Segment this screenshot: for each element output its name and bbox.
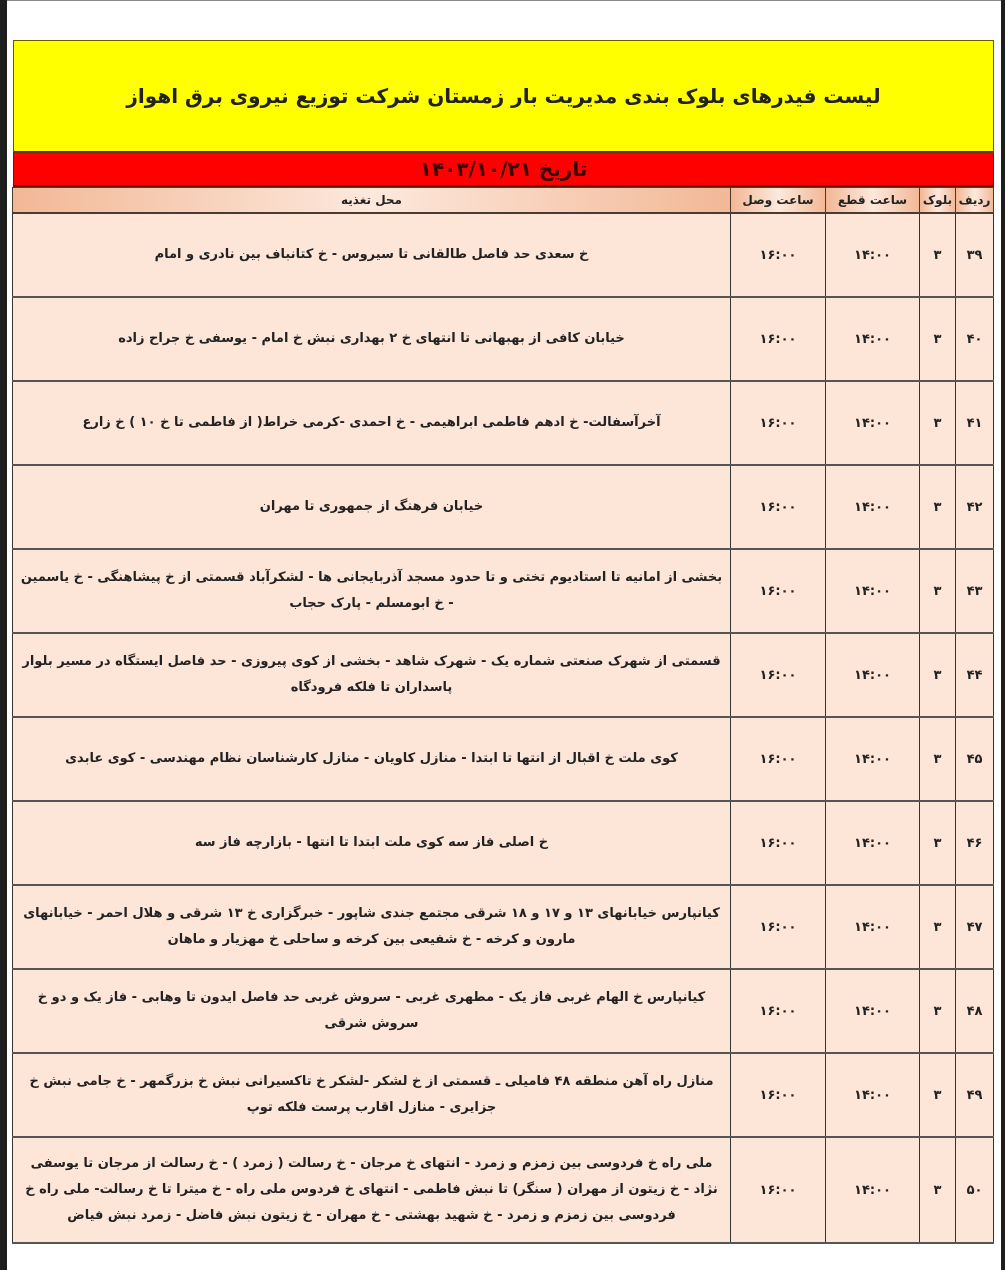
table-row <box>13 801 994 885</box>
cut-time: ۱۴:۰۰ <box>826 717 920 801</box>
feed-location: کیانپارس خ الهام غربی فاز یک - مطهری غربی - سروش غربی حد فاصل ایدون تا وهابی - فاز یک و دو خ سروش شرقی <box>13 969 731 1053</box>
connect-time: ۱۶:۰۰ <box>731 885 826 969</box>
connect-time: ۱۶:۰۰ <box>731 465 826 549</box>
date-banner <box>13 153 994 187</box>
block-number: ۳ <box>920 801 956 885</box>
row-number: ۴۰ <box>956 297 994 381</box>
feed-location: قسمتی از شهرک صنعتی شماره یک - شهرک شاهد - بخشی از کوی پیروزی - حد فاصل ایستگاه در مسیر بلوار پاسداران تا فلکه فرودگاه <box>13 633 731 717</box>
row-number: ۴۴ <box>956 633 994 717</box>
connect-time: ۱۶:۰۰ <box>731 297 826 381</box>
cut-time: ۱۴:۰۰ <box>826 885 920 969</box>
header-block: بلوک <box>920 188 956 214</box>
table-row <box>13 1137 994 1243</box>
cut-time: ۱۴:۰۰ <box>826 1053 920 1137</box>
connect-time: ۱۶:۰۰ <box>731 633 826 717</box>
feed-location: کیانپارس خیابانهای ۱۳ و ۱۷ و ۱۸ شرقی مجتمع جندی شاپور - خبرگزاری خ ۱۳ شرقی و هلال احمر - خیابانهای مارون و کرخه - خ شفیعی بین کرخه و ساحلی خ مهزیار و ماهان <box>13 885 731 969</box>
header-cut-time: ساعت قطع <box>826 188 920 214</box>
table-row <box>13 717 994 801</box>
cut-time: ۱۴:۰۰ <box>826 801 920 885</box>
block-number: ۳ <box>920 297 956 381</box>
connect-time: ۱۶:۰۰ <box>731 717 826 801</box>
cut-time: ۱۴:۰۰ <box>826 381 920 465</box>
block-number: ۳ <box>920 465 956 549</box>
row-number: ۴۸ <box>956 969 994 1053</box>
table-row <box>13 885 994 969</box>
page-frame-right <box>1001 0 1005 1270</box>
block-number: ۳ <box>920 969 956 1053</box>
block-number: ۳ <box>920 213 956 297</box>
row-number: ۴۲ <box>956 465 994 549</box>
document-title-banner <box>13 40 994 153</box>
connect-time: ۱۶:۰۰ <box>731 1053 826 1137</box>
row-number: ۴۱ <box>956 381 994 465</box>
cut-time: ۱۴:۰۰ <box>826 297 920 381</box>
table-row <box>13 633 994 717</box>
table-row <box>13 549 994 633</box>
row-number: ۵۰ <box>956 1137 994 1243</box>
block-number: ۳ <box>920 633 956 717</box>
cut-time: ۱۴:۰۰ <box>826 549 920 633</box>
table-row <box>13 297 994 381</box>
row-number: ۳۹ <box>956 213 994 297</box>
cut-time: ۱۴:۰۰ <box>826 213 920 297</box>
feed-location: منازل راه آهن منطقه ۴۸ فامیلی ـ قسمتی از خ لشکر -لشکر خ تاکسیرانی نبش خ بزرگمهر - خ جامی نبش خ جزایری - منازل اقارب پرست فلکه توپ <box>13 1053 731 1137</box>
row-number: ۴۵ <box>956 717 994 801</box>
load-management-sheet <box>13 40 994 1244</box>
page-frame-left <box>0 0 7 1270</box>
block-number: ۳ <box>920 885 956 969</box>
connect-time: ۱۶:۰۰ <box>731 1137 826 1243</box>
page-top-edge <box>0 0 1005 1</box>
table-row <box>13 465 994 549</box>
feed-location: کوی ملت خ اقبال از انتها تا ابتدا - منازل کاویان - منازل کارشناسان نظام مهندسی - کوی عابدی <box>13 717 731 801</box>
header-connect-time: ساعت وصل <box>731 188 826 214</box>
block-number: ۳ <box>920 549 956 633</box>
cut-time: ۱۴:۰۰ <box>826 1137 920 1243</box>
cut-time: ۱۴:۰۰ <box>826 465 920 549</box>
block-number: ۳ <box>920 381 956 465</box>
row-number: ۴۷ <box>956 885 994 969</box>
connect-time: ۱۶:۰۰ <box>731 549 826 633</box>
connect-time: ۱۶:۰۰ <box>731 969 826 1053</box>
header-location: محل تغذیه <box>13 188 731 214</box>
feed-location: خ اصلی فاز سه کوی ملت ابتدا تا انتها - بازارچه فاز سه <box>13 801 731 885</box>
connect-time: ۱۶:۰۰ <box>731 213 826 297</box>
feed-location: خیابان کافی از بهبهانی تا انتهای خ ۲ بهداری نبش خ امام - یوسفی خ جراح زاده <box>13 297 731 381</box>
document-date: تاریخ ۱۴۰۳/۱۰/۲۱ <box>419 157 588 181</box>
document-title: لیست فیدرهای بلوک بندی مدیریت بار زمستان شرکت توزیع نیروی برق اهواز <box>126 84 881 108</box>
block-number: ۳ <box>920 1137 956 1243</box>
table-row <box>13 213 994 297</box>
block-number: ۳ <box>920 1053 956 1137</box>
row-number: ۴۹ <box>956 1053 994 1137</box>
feed-location: بخشی از امانیه تا استادیوم تختی و تا حدود مسجد آذربایجانی ها - لشکرآباد قسمتی از خ پیشاهنگی - خ یاسمین - خ ابومسلم - پارک حجاب <box>13 549 731 633</box>
feeder-schedule-table <box>12 187 994 1244</box>
feed-location: آخرآسفالت- خ ادهم فاطمی ابراهیمی - خ احمدی -کرمی خراط( از فاطمی تا خ ۱۰ ) خ زارع <box>13 381 731 465</box>
block-number: ۳ <box>920 717 956 801</box>
cut-time: ۱۴:۰۰ <box>826 633 920 717</box>
header-row-number: ردیف <box>956 188 994 214</box>
table-row <box>13 969 994 1053</box>
row-number: ۴۳ <box>956 549 994 633</box>
feed-location: ملی راه خ فردوسی بین زمزم و زمرد - انتهای خ مرجان - خ رسالت ( زمرد ) - خ رسالت از مرجان تا یوسفی نژاد - خ زیتون از مهران ( سنگر) تا نبش فاطمی - انتهای خ فردوس ملی راه - خ میترا تا خ رسالت- ملی راه خ فردوسی بین زمزم و زمرد - خ شهید بهشتی - خ مهران - خ زیتون نبش فاضل - زمرد نبش فیاض <box>13 1137 731 1243</box>
table-row <box>13 1053 994 1137</box>
connect-time: ۱۶:۰۰ <box>731 801 826 885</box>
feed-location: خیابان فرهنگ از جمهوری تا مهران <box>13 465 731 549</box>
connect-time: ۱۶:۰۰ <box>731 381 826 465</box>
feed-location: خ سعدی حد فاصل طالقانی تا سیروس - خ کتانباف بین نادری و امام <box>13 213 731 297</box>
table-header-row <box>13 188 994 214</box>
table-row <box>13 381 994 465</box>
row-number: ۴۶ <box>956 801 994 885</box>
cut-time: ۱۴:۰۰ <box>826 969 920 1053</box>
